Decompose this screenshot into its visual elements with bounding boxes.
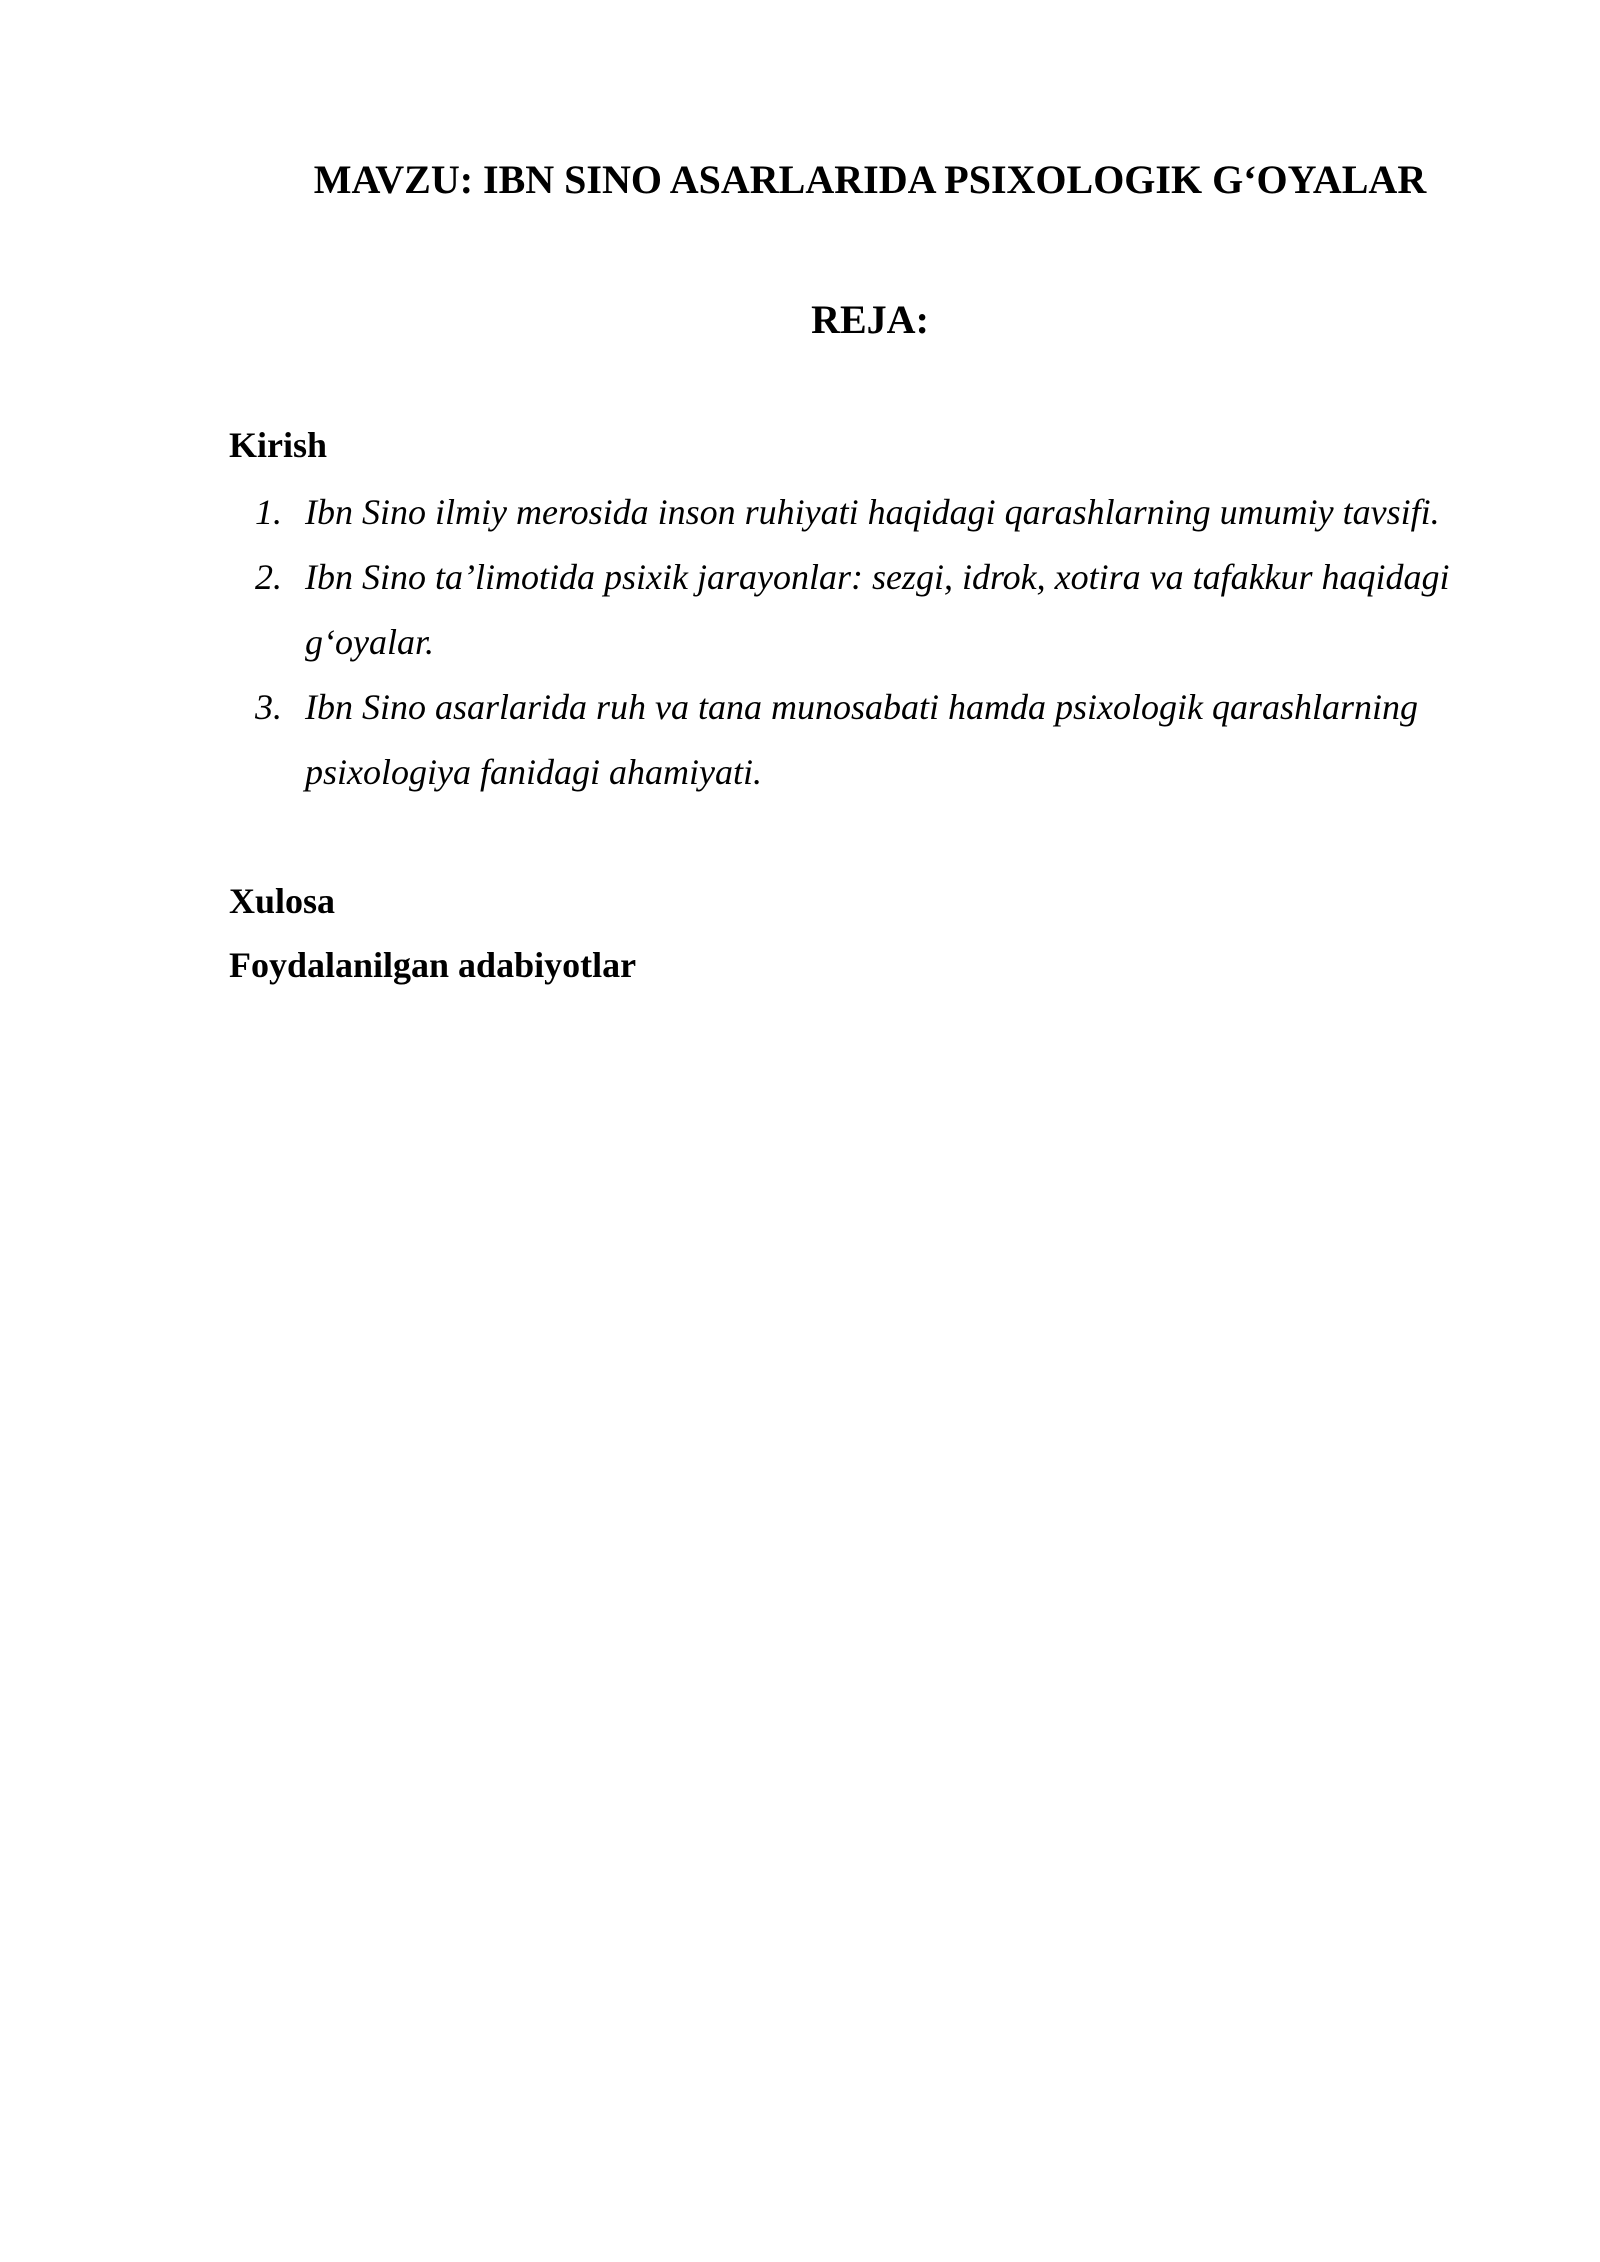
plan-list [0, 480, 1600, 805]
plan-item-text: Ibn Sino ilmiy merosida inson ruhiyati haqidagi qarashlarning umumiy tavsifi. [305, 492, 1440, 532]
plan-item-text: Ibn Sino asarlarida ruh va tana munosabati hamda psixologik qarashlarning psixologiya fanidagi ahamiyati. [305, 687, 1419, 792]
plan-item-text: Ibn Sino ta’limotida psixik jarayonlar: sezgi, idrok, xotira va tafakkur haqidagi g‘oyalar. [305, 557, 1450, 662]
plan-item [0, 480, 1600, 545]
plan-heading: REJA: [811, 297, 929, 342]
plan-item-number: 2. [255, 557, 282, 597]
intro-heading: Kirish [229, 425, 328, 465]
page-title: MAVZU: IBN SINO ASARLARIDA PSIXOLOGIK G‘OYALAR [313, 157, 1427, 202]
conclusion-heading: Xulosa [229, 881, 336, 921]
plan-item-number: 1. [255, 492, 282, 532]
plan-item-number: 3. [255, 687, 282, 727]
references-heading: Foydalanilgan adabiyotlar [229, 945, 637, 985]
plan-item [0, 545, 1600, 675]
plan-item [0, 675, 1600, 805]
